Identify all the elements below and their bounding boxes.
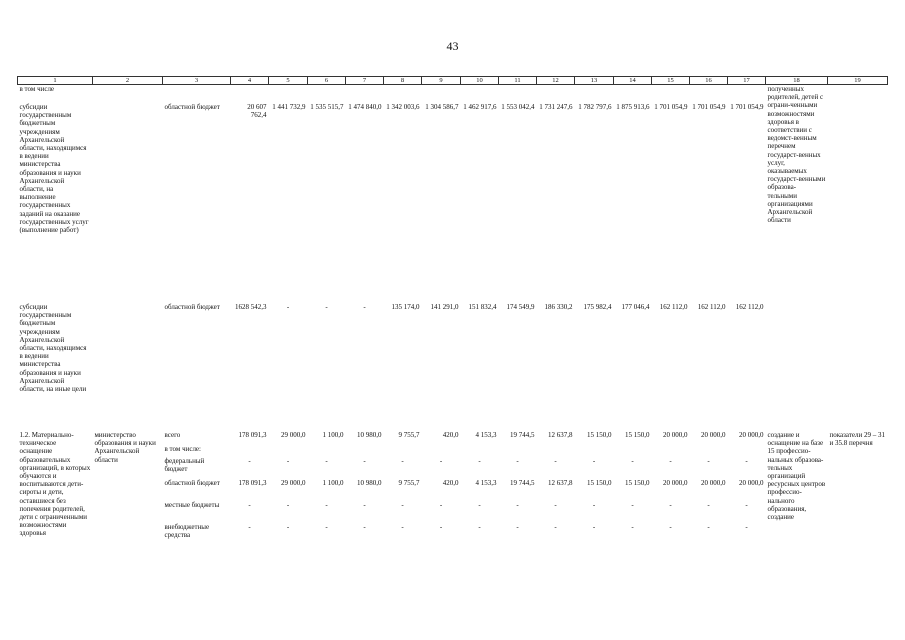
row1-result-text: полученных родителей, детей с ограни-ченными возможностями здоровья в соответствии с ведомст-венным перечнем государст-венных услуг, оказываемых государст-венными образова-тельными организациями Архангельской области [767, 85, 826, 225]
row1-value: 1 701 054,9 [730, 103, 764, 111]
row1-description: субсидии государственным бюджетным учреждениям Архангельской области, находящимся в ведении министерства образования и науки Архангельской области, на выполнение государственных заданий на оказание государственных услуг (выполнение работ) [19, 103, 89, 235]
row3-sub-label: федеральный бюджет [164, 457, 205, 474]
row3-value: 19 744,5 [510, 479, 535, 487]
row2-value: 1628 542,3 [235, 303, 267, 311]
in-that-number-label: в том числе [19, 85, 55, 93]
col-header: 3 [163, 77, 231, 85]
row3-value: - [745, 523, 748, 531]
row3-value: - [286, 501, 290, 509]
col-header: 14 [614, 77, 652, 85]
row3-value: - [707, 457, 710, 465]
row3-value: 12 637,8 [548, 479, 573, 487]
row3-value: - [745, 501, 748, 509]
row3-value: - [707, 523, 710, 531]
row2-value: 175 982,4 [583, 303, 612, 311]
row3-value: 420,0 [442, 431, 459, 439]
row3-value: - [325, 457, 328, 465]
row2-value: 162 112,0 [697, 303, 726, 311]
row3-value: - [363, 523, 366, 531]
row3-value: - [439, 501, 443, 509]
row3-value: 178 091,3 [238, 479, 267, 487]
row2-value: - [363, 303, 366, 311]
col-header: 19 [828, 77, 888, 85]
page-number: 43 [446, 39, 459, 53]
row3-value: - [478, 523, 481, 531]
col-header: 1 [18, 77, 93, 85]
row3-value: 20 000,0 [701, 479, 726, 487]
row1-value: 1 441 732,9 [272, 103, 306, 111]
row2-value: 174 549,9 [506, 303, 535, 311]
row1-value: 1 342 003,6 [386, 103, 420, 111]
row2-value: 177 046,4 [621, 303, 650, 311]
row3-value: 15 150,0 [587, 479, 612, 487]
row3-value: 20 000,0 [663, 479, 688, 487]
row2-value: 151 832,4 [468, 303, 497, 311]
row3-value: - [248, 501, 251, 509]
col-header: 12 [537, 77, 575, 85]
row3-value: 20 000,0 [739, 431, 764, 439]
row3-value: - [669, 457, 672, 465]
program-table [17, 76, 888, 569]
table-row [18, 431, 888, 445]
row3-value: - [401, 523, 404, 531]
col-header: 17 [728, 77, 766, 85]
column-number-row [18, 77, 888, 85]
row3-value: - [631, 523, 634, 531]
col-header: 2 [93, 77, 163, 85]
row1-source: областной бюджет [164, 103, 220, 111]
row3-value: - [478, 501, 481, 509]
row3-value: - [669, 501, 672, 509]
row3-value: - [401, 457, 404, 465]
col-header: 9 [422, 77, 461, 85]
row3-value: - [707, 501, 710, 509]
row3-value: 29 000,0 [281, 431, 306, 439]
row3-value: 9 755,7 [398, 431, 420, 439]
row3-value: - [516, 457, 519, 465]
row2-value: 162 112,0 [659, 303, 688, 311]
row3-value: 178 091,3 [238, 431, 267, 439]
row3-value: - [554, 501, 557, 509]
row3-value: - [439, 457, 443, 465]
col-header: 11 [499, 77, 537, 85]
row2-description: субсидии государственным бюджетным учреждениям Архангельской области, находящимся в ведении министерства образования и науки Архангельской области, на иные цели [19, 303, 87, 394]
row3-value: - [516, 501, 519, 509]
row3-value: - [554, 457, 557, 465]
row3-description: 1.2. Материально-техническое оснащение образовательных организаций, в которых обучаются и воспитываются дети-сироты и дети, оставшиеся без попечения родителей, дети с ограниченными возможностями здоровья [19, 431, 91, 538]
row2-source: областной бюджет [164, 303, 220, 311]
col-header: 5 [269, 77, 308, 85]
row3-value: - [248, 523, 251, 531]
row3-value: - [401, 501, 404, 509]
row1-value: 1 782 797,6 [578, 103, 612, 111]
row3-sub-label: в том числе: [164, 445, 201, 453]
row3-value: - [631, 457, 634, 465]
row1-value: 1 553 042,4 [501, 103, 535, 111]
col-header: 15 [652, 77, 690, 85]
row1-value: 1 462 917,6 [463, 103, 497, 111]
col-header: 4 [231, 77, 269, 85]
row3-value: 15 150,0 [625, 479, 650, 487]
row3-value: 4 153,3 [475, 431, 497, 439]
row1-value: 1 535 515,7 [310, 103, 344, 111]
row3-value: 19 744,5 [510, 431, 535, 439]
row3-value: 12 637,8 [548, 431, 573, 439]
row3-value: 1 100,0 [322, 479, 344, 487]
row1-value: 1 875 913,6 [616, 103, 650, 111]
row3-value: - [325, 501, 328, 509]
row3-value: 20 000,0 [663, 431, 688, 439]
row3-value: - [363, 501, 366, 509]
row3-sub-label: местные бюджеты [164, 501, 220, 509]
row3-value: - [516, 523, 519, 531]
row3-value: 1 100,0 [322, 431, 344, 439]
row3-indicators: показатели 29 – 31 и 35.8 перечня [829, 431, 885, 448]
row3-value: - [248, 457, 251, 465]
row3-value: 4 153,3 [475, 479, 497, 487]
col-header: 8 [384, 77, 422, 85]
row3-value: - [669, 523, 672, 531]
row3-value: 15 150,0 [625, 431, 650, 439]
row3-value: - [286, 457, 290, 465]
row3-sub-label: внебюджетные средства [164, 523, 210, 540]
row3-value: 9 755,7 [398, 479, 420, 487]
row2-value: 162 112,0 [735, 303, 764, 311]
table-row [18, 303, 888, 431]
row1-value: 1 731 247,6 [539, 103, 573, 111]
row3-value: - [631, 501, 634, 509]
col-header: 16 [690, 77, 728, 85]
col-header: 6 [308, 77, 346, 85]
row3-value: - [592, 523, 596, 531]
row3-value: - [554, 523, 557, 531]
row1-value: 1 304 586,7 [425, 103, 459, 111]
row3-value: - [325, 523, 328, 531]
row3-value: 420,0 [442, 479, 459, 487]
row3-sub-label: всего [164, 431, 181, 439]
row3-result-text: создание и оснащение на базе 15 профессио-нальных образова-тельных организаций ресурсных центров профессио-нального образования, создание [767, 431, 826, 522]
row3-value: 20 000,0 [701, 431, 726, 439]
row3-value: - [478, 457, 481, 465]
row3-value: 10 980,0 [357, 479, 382, 487]
table-row [18, 103, 888, 303]
row3-executor: министерство образования и науки Архангельской области [94, 431, 156, 464]
row3-value: - [745, 457, 748, 465]
row3-value: - [439, 523, 443, 531]
row3-value: 29 000,0 [281, 479, 306, 487]
row2-value: 135 174,0 [391, 303, 420, 311]
col-header: 7 [346, 77, 384, 85]
row2-value: 141 291,0 [430, 303, 459, 311]
row2-value: 186 330,2 [544, 303, 573, 311]
row1-value: 1 474 840,0 [348, 103, 382, 111]
row2-value: - [325, 303, 328, 311]
row3-value: 15 150,0 [587, 431, 612, 439]
row3-value: - [286, 523, 290, 531]
row1-value: 20 607 762,4 [247, 103, 267, 120]
col-header: 10 [461, 77, 499, 85]
col-header: 13 [575, 77, 614, 85]
row3-value: 20 000,0 [739, 479, 764, 487]
col-header: 18 [766, 77, 828, 85]
row3-value: 10 980,0 [357, 431, 382, 439]
row3-value: - [592, 457, 596, 465]
row3-value: - [592, 501, 596, 509]
row2-value: - [286, 303, 290, 311]
row1-value: 1 701 054,9 [692, 103, 726, 111]
row3-value: - [363, 457, 366, 465]
row3-sub-label: областной бюджет [164, 479, 220, 487]
row1-value: 1 701 054,9 [654, 103, 688, 111]
table-row [18, 85, 888, 104]
